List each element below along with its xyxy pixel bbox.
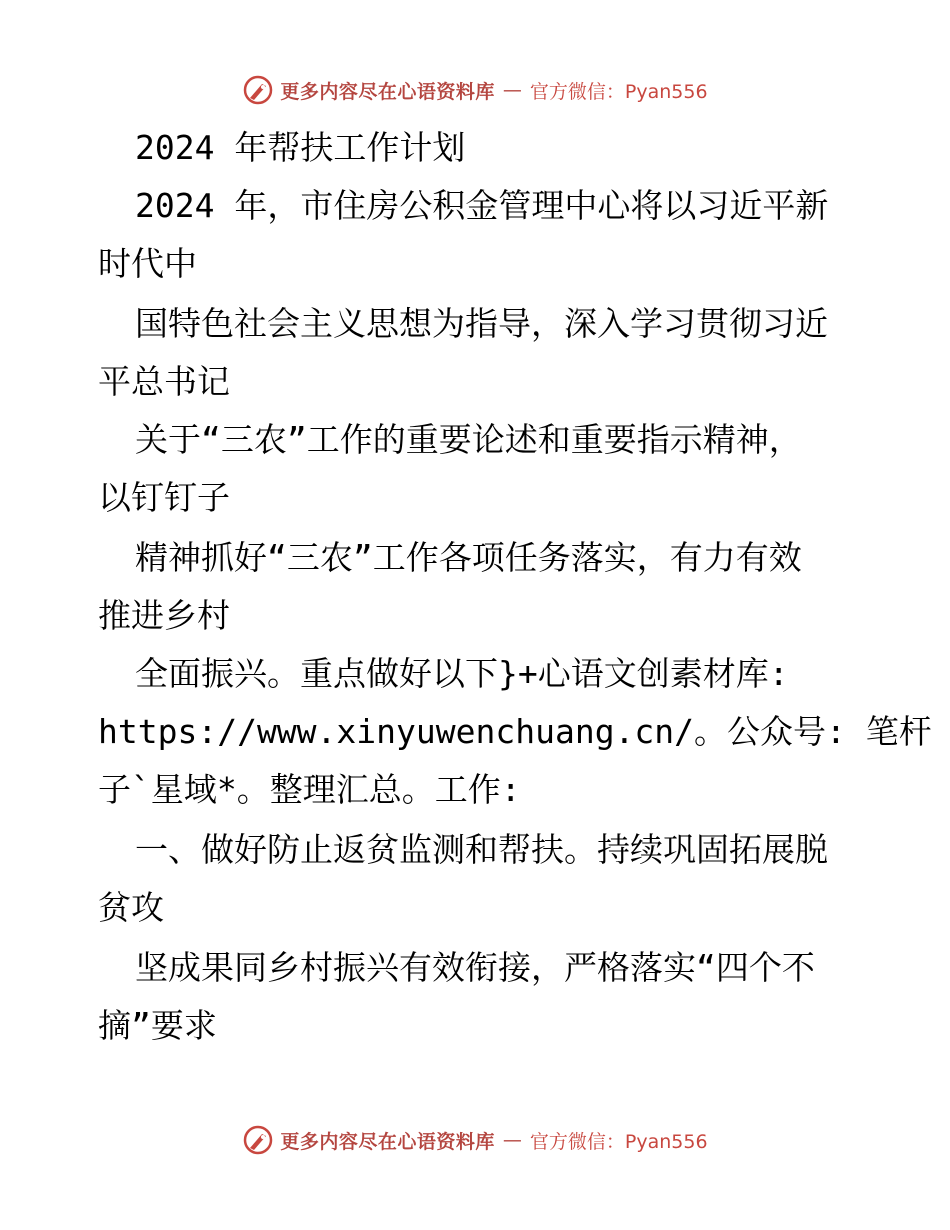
doc-line: https://www.xinyuwenchuang.cn/。公众号: 笔杆 [98,712,932,751]
doc-line: 推进乡村 [98,596,230,635]
pen-nib-logo-icon [242,1124,274,1156]
doc-line: 精神抓好“三农”工作各项任务落实，有力有效 [135,538,802,577]
doc-title: 2024 年帮扶工作计划 [135,128,466,167]
footer-banner-main: 更多内容尽在心语资料库 [280,1130,495,1153]
doc-line: 一、做好防止返贫监测和帮扶。持续巩固拓展脱 [135,830,828,869]
footer-banner-dash: — [502,1129,522,1151]
header-banner-dash: — [502,79,522,101]
doc-line: 贫攻 [98,888,164,927]
footer-banner [242,1124,707,1156]
pen-nib-logo-icon [242,74,274,106]
doc-line: 时代中 [98,244,197,283]
doc-line: 以钉钉子 [98,478,230,517]
doc-line: 子`星域*。整理汇总。工作: [98,770,521,809]
doc-line: 全面振兴。重点做好以下}+心语文创素材库: [135,654,789,693]
header-banner [242,74,707,106]
doc-line: 关于“三农”工作的重要论述和重要指示精神， [135,420,802,459]
doc-line: 平总书记 [98,362,230,401]
doc-line: 摘”要求 [98,1006,217,1045]
header-banner-main: 更多内容尽在心语资料库 [280,80,495,103]
footer-banner-sub: 官方微信：Pyan556 [529,1130,708,1153]
header-banner-sub: 官方微信：Pyan556 [529,80,708,103]
doc-line: 坚成果同乡村振兴有效衔接，严格落实“四个不 [135,948,815,987]
doc-line: 国特色社会主义思想为指导，深入学习贯彻习近 [135,304,828,343]
page-header [0,72,950,108]
page-footer [0,1122,950,1158]
doc-line: 2024 年，市住房公积金管理中心将以习近平新 [135,186,829,225]
